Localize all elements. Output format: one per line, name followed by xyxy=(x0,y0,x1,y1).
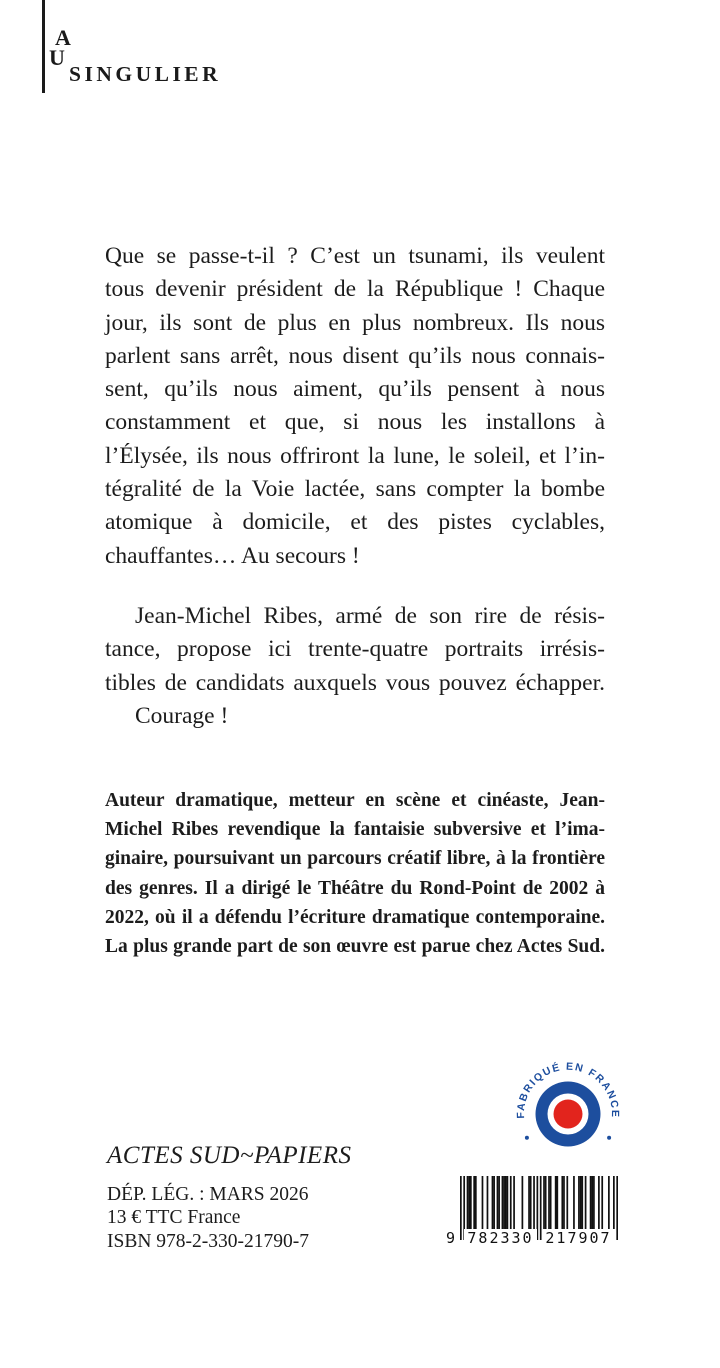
text-line: atomique à domicile, et des pistes cyclables, xyxy=(105,509,605,536)
collection-mark-rule xyxy=(42,0,45,93)
text-line: tibles de candidats auxquels vous pouvez échapper. xyxy=(105,669,605,696)
text-line: ginaire, poursuivant un parcours créatif libre, à la frontière xyxy=(105,848,605,870)
text-line: l’Élysée, ils nous offriront la lune, le soleil, et l’in- xyxy=(105,442,605,469)
text-line: constamment et que, si nous les installons à xyxy=(105,409,605,436)
blurb-paragraph-1 xyxy=(105,240,605,573)
isbn: ISBN 978-2-330-21790-7 xyxy=(107,1230,310,1252)
barcode-digit-lead: 9 xyxy=(443,1229,458,1247)
text-line: des genres. Il a dirigé le Théâtre du Rond-Point de 2002 à xyxy=(105,877,605,899)
text-line: La plus grande part de son œuvre est parue chez Actes Sud. xyxy=(105,936,605,958)
legal-deposit: DÉP. LÉG. : MARS 2026 xyxy=(107,1184,309,1205)
blurb-paragraph-2 xyxy=(105,600,605,733)
text-line: sent, qu’ils nous aiment, qu’ils pensent à nous xyxy=(105,376,605,403)
badge-center-circle-icon xyxy=(554,1100,583,1129)
text-line: tous devenir président de la République ! Chaque xyxy=(105,276,605,303)
text-line: chauffantes… Au secours ! xyxy=(105,542,360,569)
text-line: Michel Ribes revendique la fantaisie subversive et l’ima- xyxy=(105,819,605,841)
text-line: jour, ils sont de plus en plus nombreux. Ils nous xyxy=(105,309,605,336)
legal-block xyxy=(107,1183,309,1253)
text-line: Courage ! xyxy=(135,702,229,729)
barcode-digit-group-2: 217907 xyxy=(542,1229,615,1247)
text-line: 2022, où il a défendu l’écriture dramatique contemporaine. xyxy=(105,906,605,928)
author-bio xyxy=(105,786,605,961)
publisher-imprint: ACTES SUD~PAPIERS xyxy=(107,1142,352,1169)
text-line: parlent sans arrêt, nous disent qu’ils nous connais- xyxy=(105,342,605,369)
badge-left-dot-icon xyxy=(525,1136,529,1140)
text-line: Que se passe-t-il ? C’est un tsunami, ils veulent xyxy=(105,243,605,269)
collection-name: SINGULIER xyxy=(69,62,222,86)
text-line: tégralité de la Voie lactée, sans compter la bombe xyxy=(105,476,605,503)
text-line: tance, propose ici trente-quatre portraits irrésis- xyxy=(105,636,605,663)
badge-curved-label: FABRIQUÉ EN FRANCE xyxy=(514,1060,622,1119)
collection-mark-letter-a: A xyxy=(55,25,71,50)
barcode-digit-group-1: 782330 xyxy=(464,1229,537,1247)
made-in-france-badge xyxy=(512,1058,624,1170)
barcode xyxy=(443,1176,620,1260)
badge-right-dot-icon xyxy=(607,1136,611,1140)
text-line: Auteur dramatique, metteur en scène et cinéaste, Jean- xyxy=(105,790,605,811)
collection-mark-letter-u: U xyxy=(49,45,65,70)
text-line: Jean-Michel Ribes, armé de son rire de résis- xyxy=(135,603,605,629)
price: 13 € TTC France xyxy=(107,1207,241,1229)
